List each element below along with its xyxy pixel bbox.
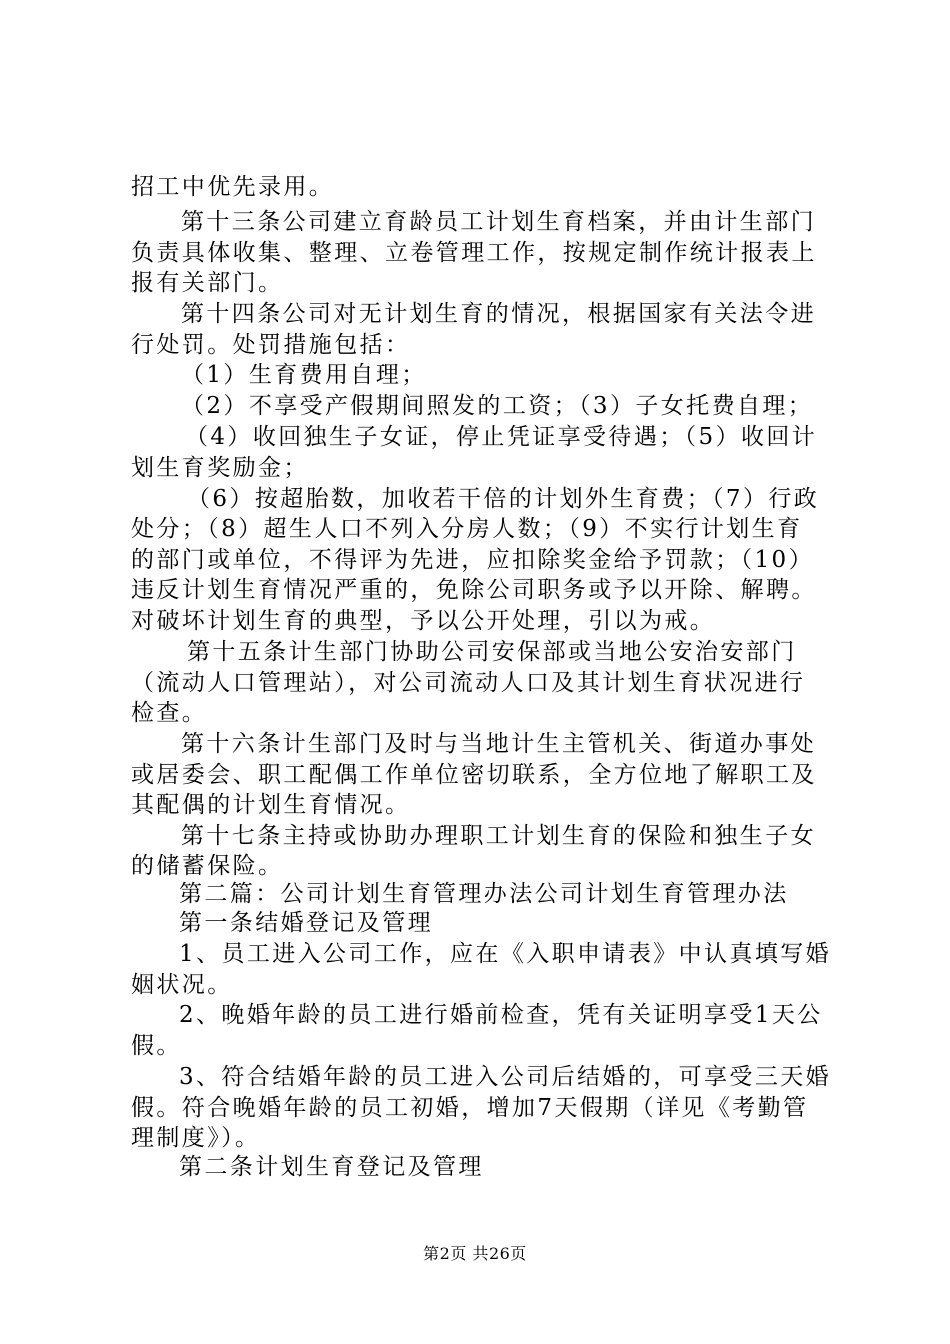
text-line: 第十六条计生部门及时与当地计生主管机关、街道办事处 [181, 731, 816, 757]
page-number-footer: 第2页 共26页 [423, 1244, 527, 1263]
text-line: 3、符合结婚年龄的员工进入公司后结婚的，可享受三天婚 [179, 1064, 832, 1090]
text-line: 招工中优先录用。 [131, 174, 335, 200]
text-line: 2、晚婚年龄的员工进行婚前检查，凭有关证明享受1天公 [179, 1002, 823, 1028]
text-line: 行处罚。处罚措施包括： [131, 332, 411, 358]
text-line: 第十五条计生部门协助公司安保部或当地公安治安部门 [187, 639, 797, 665]
text-line: 对破坏计划生育的典型，予以公开处理，引以为戒。 [131, 608, 716, 634]
text-line: 检查。 [131, 700, 208, 726]
text-line: 负责具体收集、整理、立卷管理工作，按规定制作统计报表上 [131, 240, 817, 266]
text-line: 1、员工进入公司工作，应在《入职申请表》中认真填写婚 [179, 941, 832, 967]
text-line: 报有关部门。 [131, 270, 284, 296]
text-line: 姻状况。 [131, 972, 233, 998]
text-line: （流动人口管理站），对公司流动人口及其计划生育状况进行 [131, 670, 806, 696]
text-line: 假。 [131, 1033, 182, 1059]
text-line: 第十三条公司建立育龄员工计划生育档案，并由计生部门 [181, 209, 816, 235]
text-line: （1）生育费用自理； [181, 362, 427, 388]
text-line: 或居委会、职工配偶工作单位密切联系，全方位地了解职工及 [131, 762, 817, 788]
text-line: 处分；（8）超生人口不列入分房人数；（9）不实行计划生育 [131, 516, 803, 542]
text-line: 假。符合晚婚年龄的员工初婚，增加7天假期（详见《考勤管 [131, 1095, 809, 1121]
text-line: 理制度》）。 [131, 1125, 261, 1151]
text-line: （2）不享受产假期间照发的工资；（3）子女托费自理； [181, 393, 814, 419]
text-line: 的储蓄保险。 [131, 853, 284, 879]
text-line: （4）收回独生子女证，停止凭证享受待遇；（5）收回计 [185, 424, 818, 450]
article-heading: 第二条计划生育登记及管理 [179, 1154, 484, 1180]
text-line: 第十七条主持或协助办理职工计划生育的保险和独生子女 [181, 823, 816, 849]
text-line: 第十四条公司对无计划生育的情况，根据国家有关法令进 [181, 301, 816, 327]
text-line: 违反计划生育情况严重的，免除公司职务或予以开除、解聘。 [131, 577, 817, 603]
text-line: 的部门或单位，不得评为先进，应扣除奖金给予罚款；（10） [131, 547, 814, 573]
section-heading: 第二篇：公司计划生育管理办法公司计划生育管理办法 [179, 881, 789, 907]
text-line: （6）按超胎数，加收若干倍的计划外生育费；（7）行政 [187, 486, 820, 512]
article-heading: 第一条结婚登记及管理 [179, 910, 433, 936]
text-line: 划生育奖励金； [131, 455, 309, 481]
text-line: 其配偶的计划生育情况。 [131, 792, 411, 818]
